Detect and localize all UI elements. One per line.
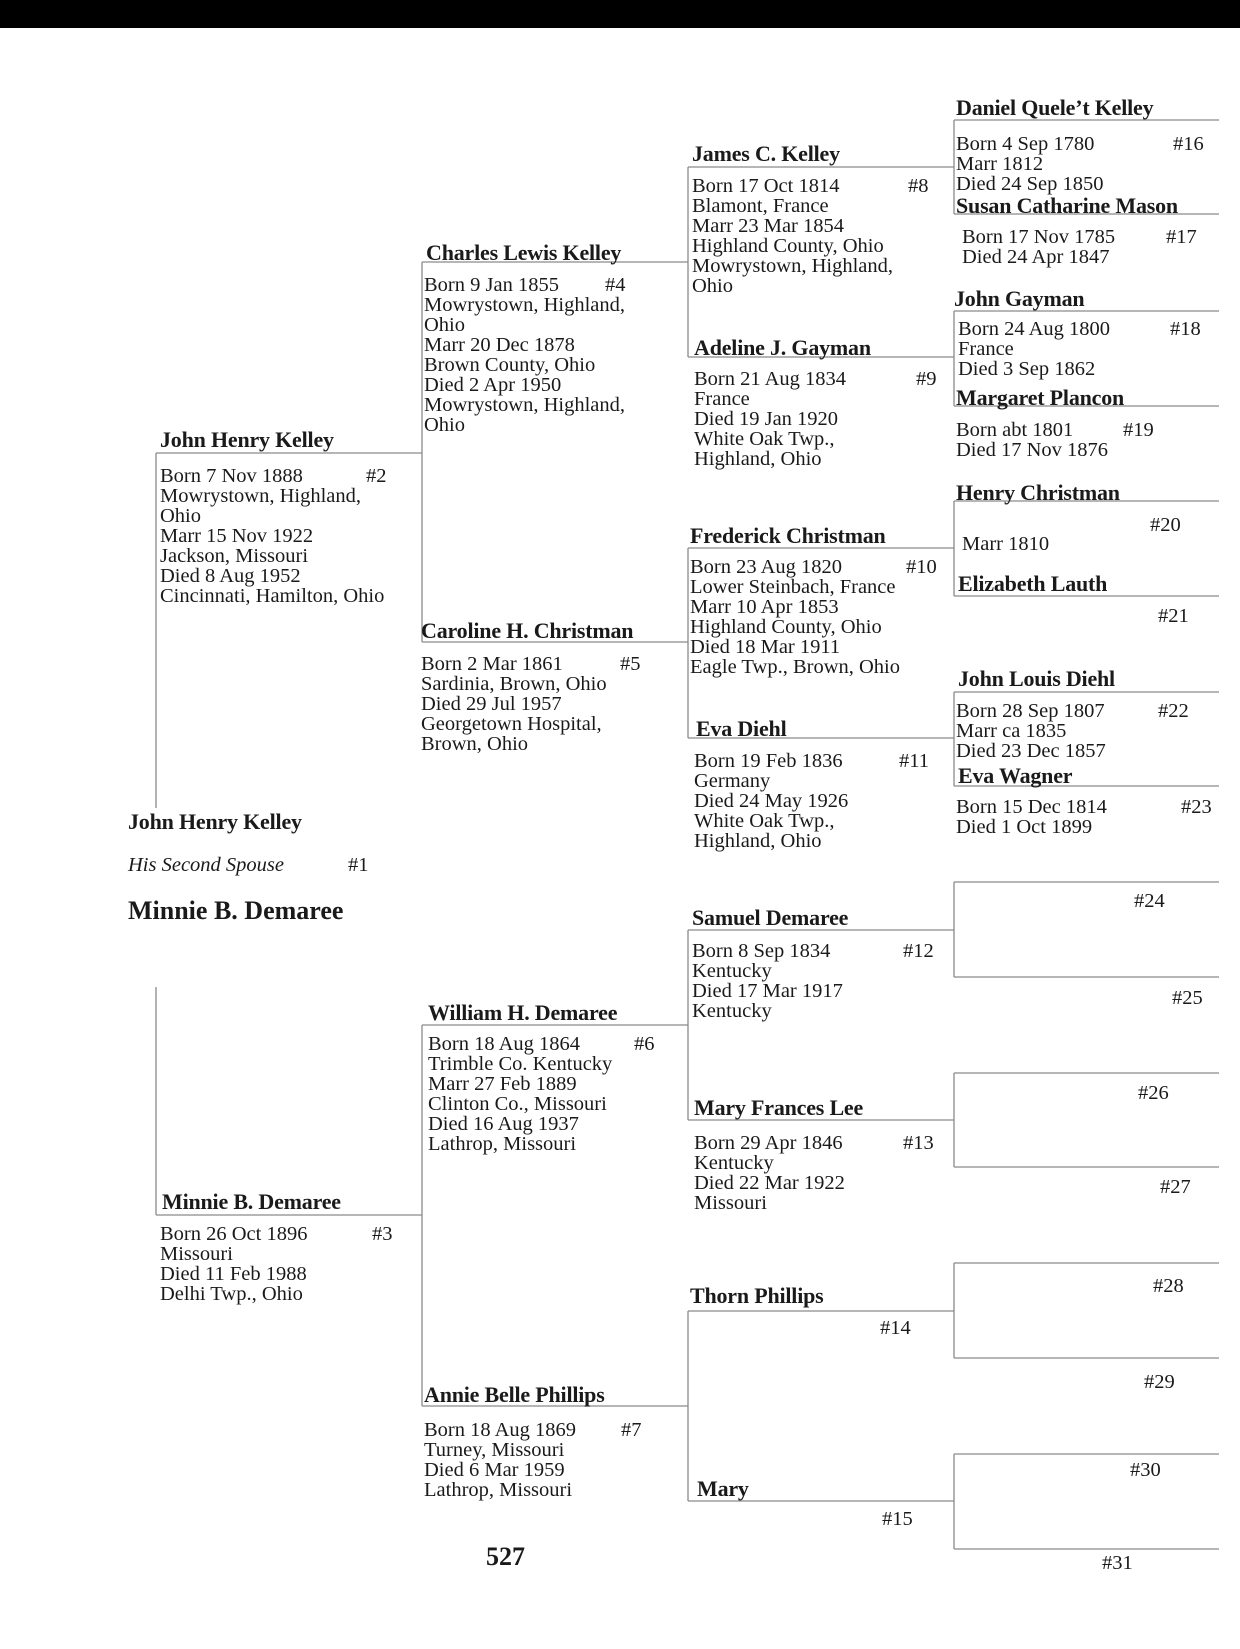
- person-20-details: Marr 1810: [962, 533, 1050, 555]
- person-6-name: William H. Demaree: [428, 1000, 618, 1025]
- person-18-name: John Gayman: [954, 286, 1085, 311]
- person-17-details: Born 17 Nov 1785 Died 24 Apr 1847: [962, 226, 1116, 268]
- person-18-number: #18: [1170, 318, 1201, 340]
- person-5-number: #5: [620, 653, 641, 675]
- person-20-number: #20: [1150, 514, 1181, 536]
- person-2-name: John Henry Kelley: [160, 427, 334, 452]
- person-11-details: Born 19 Feb 1836 Germany Died 24 May 1926 White Oak Twp., Highland, Ohio: [694, 750, 849, 852]
- person-4-details: Born 9 Jan 1855 Mowrystown, Highland, Ohio Marr 20 Dec 1878 Brown County, Ohio Died 2 Apr 1950 Mowrystown, Highland, Ohio: [424, 274, 626, 436]
- person-16-details: Born 4 Sep 1780 Marr 1812 Died 24 Sep 1850: [956, 133, 1104, 195]
- person-17-number: #17: [1166, 226, 1197, 248]
- person-7-name: Annie Belle Phillips: [424, 1382, 605, 1407]
- person-22-number: #22: [1158, 700, 1189, 722]
- person-13-number: #13: [903, 1132, 934, 1154]
- person-27-number: #27: [1160, 1176, 1191, 1198]
- person-16-name: Daniel Quele’t Kelley: [956, 95, 1154, 120]
- person-29-number: #29: [1144, 1371, 1175, 1393]
- person-2-number: #2: [366, 465, 387, 487]
- person-23-name: Eva Wagner: [958, 763, 1073, 788]
- person-8-name: James C. Kelley: [692, 141, 840, 166]
- person-19-details: Born abt 1801 Died 17 Nov 1876: [956, 419, 1109, 461]
- person-10-details: Born 23 Aug 1820 Lower Steinbach, France Marr 10 Apr 1853 Highland County, Ohio Died 18 Mar 1911 Eagle Twp., Brown, Ohio: [690, 556, 900, 678]
- person-4-number: #4: [605, 274, 626, 296]
- person-12-details: Born 8 Sep 1834 Kentucky Died 17 Mar 1917 Kentucky: [692, 940, 843, 1022]
- person-17-name: Susan Catharine Mason: [956, 193, 1178, 218]
- person-2-details: Born 7 Nov 1888 Mowrystown, Highland, Ohio Marr 15 Nov 1922 Jackson, Missouri Died 8 Aug 1952 Cincinnati, Hamilton, Ohio: [160, 465, 385, 607]
- person-9-details: Born 21 Aug 1834 France Died 19 Jan 1920 White Oak Twp., Highland, Ohio: [694, 368, 847, 470]
- root-spouse-name: Minnie B. Demaree: [128, 896, 344, 925]
- person-19-number: #19: [1123, 419, 1154, 441]
- page-number: 527: [486, 1542, 525, 1571]
- person-10-number: #10: [906, 556, 937, 578]
- person-3-number: #3: [372, 1223, 393, 1245]
- person-11-name: Eva Diehl: [696, 716, 787, 741]
- person-9-number: #9: [916, 368, 937, 390]
- person-6-details: Born 18 Aug 1864 Trimble Co. Kentucky Marr 27 Feb 1889 Clinton Co., Missouri Died 16 Aug 1937 Lathrop, Missouri: [428, 1033, 613, 1155]
- person-25-number: #25: [1172, 987, 1203, 1009]
- person-12-name: Samuel Demaree: [692, 905, 849, 930]
- person-3-details: Born 26 Oct 1896 Missouri Died 11 Feb 1988 Delhi Twp., Ohio: [160, 1223, 308, 1305]
- person-14-name: Thorn Phillips: [690, 1283, 824, 1308]
- person-18-details: Born 24 Aug 1800 France Died 3 Sep 1862: [958, 318, 1111, 380]
- person-31-number: #31: [1102, 1552, 1133, 1574]
- person-15-name: Mary: [697, 1476, 749, 1501]
- person-5-name: Caroline H. Christman: [421, 618, 634, 643]
- person-8-details: Born 17 Oct 1814 Blamont, France Marr 23 Mar 1854 Highland County, Ohio Mowrystown, Highland, Ohio: [692, 175, 894, 297]
- person-23-number: #23: [1181, 796, 1212, 818]
- person-16-number: #16: [1173, 133, 1204, 155]
- person-13-details: Born 29 Apr 1846 Kentucky Died 22 Mar 1922 Missouri: [694, 1132, 845, 1214]
- root-number: #1: [348, 854, 369, 876]
- person-7-number: #7: [621, 1419, 642, 1441]
- person-4-name: Charles Lewis Kelley: [426, 240, 622, 265]
- person-13-name: Mary Frances Lee: [694, 1095, 864, 1120]
- person-26-number: #26: [1138, 1082, 1169, 1104]
- person-21-number: #21: [1158, 605, 1189, 627]
- person-19-name: Margaret Plancon: [956, 385, 1125, 410]
- person-15-number: #15: [882, 1508, 913, 1530]
- root-name: John Henry Kelley: [128, 809, 302, 834]
- person-10-name: Frederick Christman: [690, 523, 886, 548]
- person-11-number: #11: [899, 750, 929, 772]
- person-8-number: #8: [908, 175, 929, 197]
- person-22-name: John Louis Diehl: [958, 666, 1115, 691]
- person-20-name: Henry Christman: [956, 480, 1120, 505]
- person-12-number: #12: [903, 940, 934, 962]
- person-24-number: #24: [1134, 890, 1165, 912]
- person-23-details: Born 15 Dec 1814 Died 1 Oct 1899: [956, 796, 1107, 838]
- person-3-name: Minnie B. Demaree: [162, 1189, 341, 1214]
- person-21-name: Elizabeth Lauth: [958, 571, 1108, 596]
- person-9-name: Adeline J. Gayman: [694, 335, 871, 360]
- person-7-details: Born 18 Aug 1869 Turney, Missouri Died 6 Mar 1959 Lathrop, Missouri: [424, 1419, 577, 1501]
- person-6-number: #6: [634, 1033, 655, 1055]
- person-5-details: Born 2 Mar 1861 Sardinia, Brown, Ohio Died 29 Jul 1957 Georgetown Hospital, Brown, Ohio: [421, 653, 607, 755]
- person-28-number: #28: [1153, 1275, 1184, 1297]
- person-30-number: #30: [1130, 1459, 1161, 1481]
- root-spouse-label: His Second Spouse: [128, 854, 285, 876]
- person-14-number: #14: [880, 1317, 911, 1339]
- person-22-details: Born 28 Sep 1807 Marr ca 1835 Died 23 Dec 1857: [956, 700, 1106, 762]
